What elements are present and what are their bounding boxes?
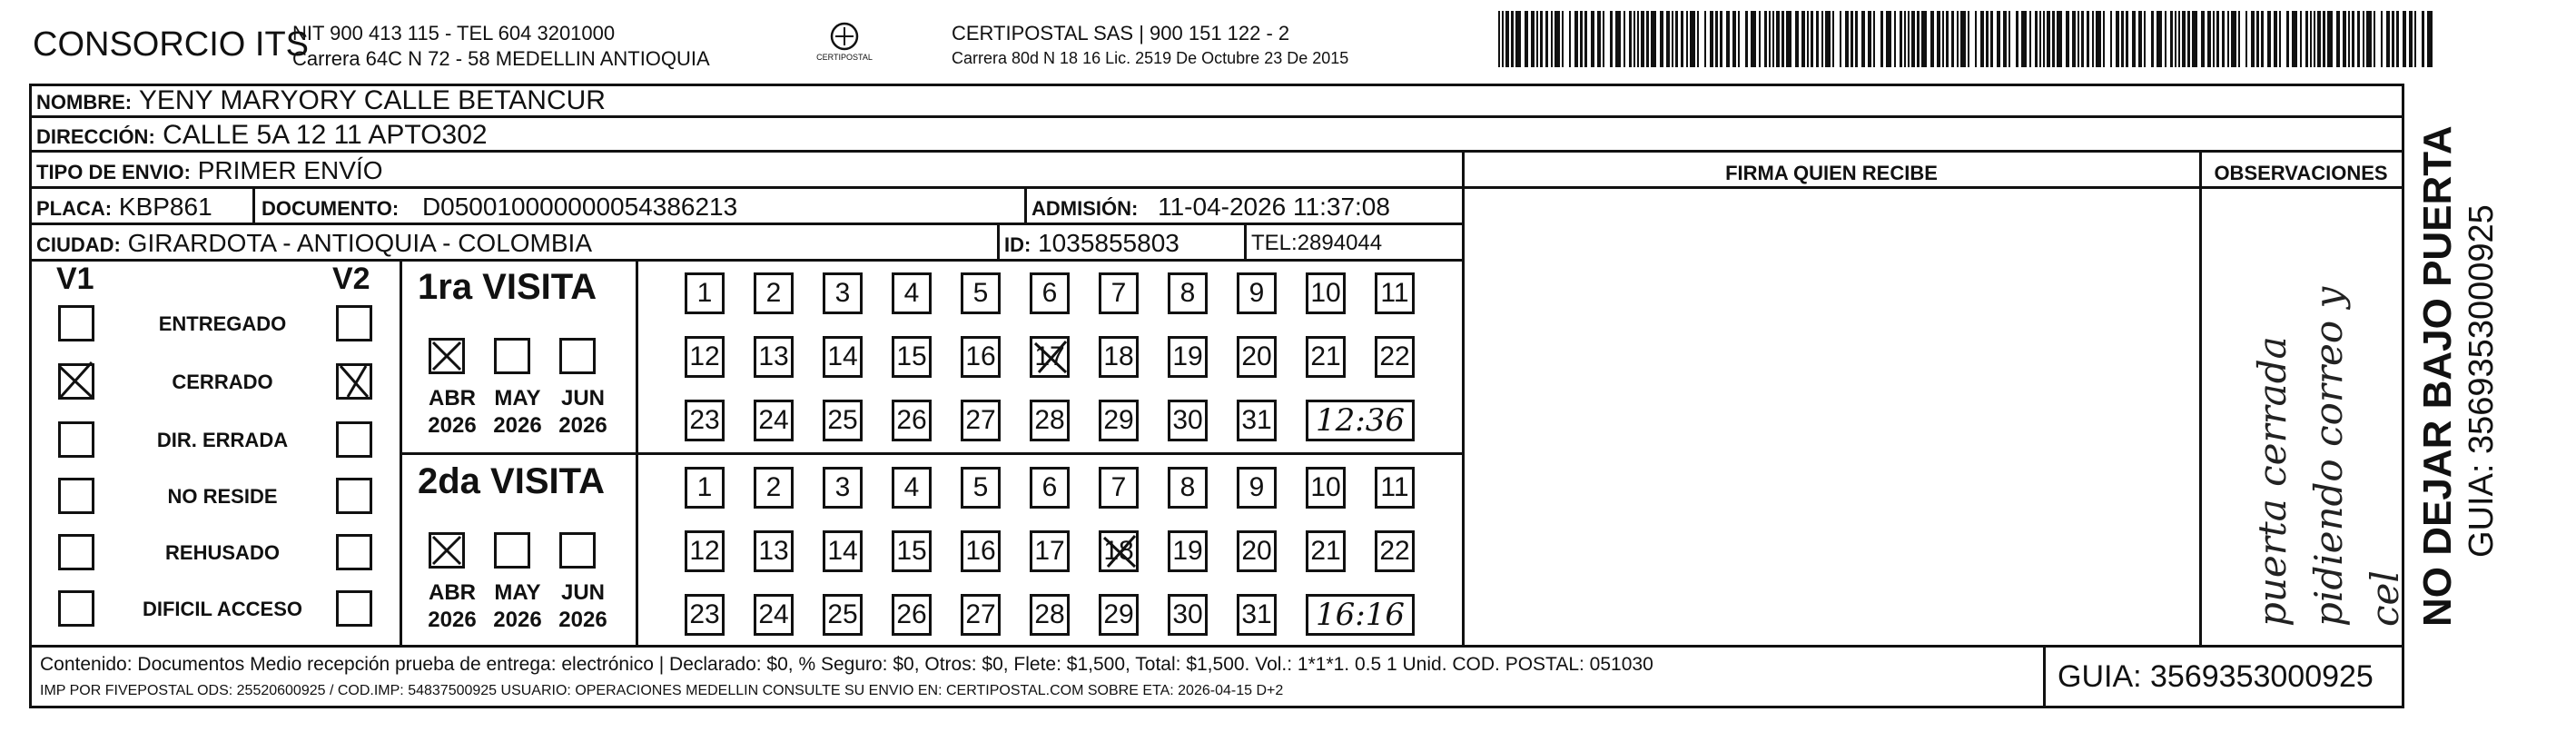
day-box[interactable]: [961, 336, 1001, 378]
id-label: ID:: [1004, 233, 1031, 256]
status-v1-checkbox[interactable]: [58, 534, 94, 570]
day-box[interactable]: [823, 594, 863, 636]
day-number: 14: [827, 536, 858, 566]
day-number: 19: [1172, 536, 1203, 566]
day-number: 29: [1103, 599, 1134, 629]
day-box[interactable]: [1306, 336, 1346, 378]
day-number: 26: [896, 405, 927, 435]
day-number: 10: [1310, 278, 1341, 308]
month-year: 2026: [428, 608, 477, 632]
day-number: 15: [896, 536, 927, 566]
visit-time-box: [1306, 594, 1415, 636]
tel-field: [1251, 231, 1382, 256]
v2-label: V2: [332, 262, 370, 296]
day-box[interactable]: [685, 530, 725, 572]
day-number: 31: [1241, 599, 1272, 629]
day-box[interactable]: [1375, 272, 1415, 314]
day-number: 18: [1103, 341, 1134, 371]
month-label: JUN: [560, 386, 605, 411]
day-box[interactable]: [1030, 530, 1070, 572]
day-number: 6: [1041, 278, 1058, 308]
month-checkbox[interactable]: [429, 338, 465, 374]
placa-label: PLACA:: [36, 197, 113, 220]
month-year: 2026: [558, 413, 607, 438]
day-box[interactable]: [1168, 272, 1208, 314]
status-v2-checkbox[interactable]: [336, 305, 372, 341]
day-number: 10: [1310, 472, 1341, 502]
day-box[interactable]: [961, 467, 1001, 509]
status-v2-checkbox[interactable]: [336, 421, 372, 458]
day-box[interactable]: [685, 272, 725, 314]
day-number: 9: [1249, 472, 1265, 502]
day-box[interactable]: [823, 336, 863, 378]
day-box[interactable]: [754, 336, 794, 378]
day-box[interactable]: [1030, 336, 1070, 378]
ciudad-field: [36, 229, 592, 258]
day-box[interactable]: [1237, 467, 1277, 509]
admision-field: [1031, 193, 1390, 222]
day-box[interactable]: [1168, 400, 1208, 441]
day-box[interactable]: [892, 400, 932, 441]
day-number: 30: [1172, 405, 1203, 435]
day-box[interactable]: [1306, 467, 1346, 509]
certipostal-line1: CERTIPOSTAL SAS | 900 151 122 - 2: [952, 22, 1290, 45]
day-box[interactable]: [685, 400, 725, 441]
day-box[interactable]: [1030, 594, 1070, 636]
day-number: 21: [1310, 341, 1341, 371]
day-box[interactable]: [1168, 530, 1208, 572]
day-number: 23: [689, 599, 720, 629]
day-box[interactable]: [1099, 272, 1139, 314]
day-number: 7: [1110, 472, 1127, 502]
day-box[interactable]: [892, 594, 932, 636]
day-box[interactable]: [754, 594, 794, 636]
status-label: NO RESIDE: [167, 485, 278, 508]
day-box[interactable]: [1099, 400, 1139, 441]
day-box[interactable]: [961, 594, 1001, 636]
day-number: 13: [758, 341, 789, 371]
month-year: 2026: [428, 413, 477, 438]
barcode-bars: [1498, 11, 2433, 67]
placa-field: [36, 193, 212, 222]
day-number: 3: [834, 278, 851, 308]
day-box[interactable]: [961, 530, 1001, 572]
visit-time: 12:36: [1316, 402, 1405, 439]
visit-time-box: [1306, 400, 1415, 441]
check-x-icon: [55, 361, 92, 397]
day-box[interactable]: [685, 467, 725, 509]
check-x-icon: [335, 362, 371, 399]
placa-value: KBP861: [118, 193, 212, 221]
day-box[interactable]: [823, 467, 863, 509]
day-number: 22: [1379, 536, 1410, 566]
day-number: 1: [696, 278, 713, 308]
day-number: 11: [1380, 472, 1409, 502]
address-label: DIRECCIÓN:: [36, 125, 155, 148]
day-box[interactable]: [1237, 336, 1277, 378]
barcode-icon: [1498, 11, 2433, 67]
day-box[interactable]: [1306, 530, 1346, 572]
day-number: 8: [1179, 278, 1196, 308]
day-number: 17: [1034, 341, 1065, 371]
status-v2-checkbox[interactable]: [336, 478, 372, 514]
day-number: 31: [1241, 405, 1272, 435]
day-box[interactable]: [961, 400, 1001, 441]
admision-label: ADMISIÓN:: [1031, 197, 1139, 220]
status-v1-checkbox[interactable]: [58, 590, 94, 627]
day-number: 29: [1103, 405, 1134, 435]
tel-value: 2894044: [1297, 231, 1383, 255]
day-box[interactable]: [1237, 400, 1277, 441]
day-number: 12: [689, 536, 720, 566]
day-number: 9: [1249, 278, 1265, 308]
day-number: 30: [1172, 599, 1203, 629]
day-number: 14: [827, 341, 858, 371]
v1-label: V1: [56, 262, 94, 296]
day-number: 25: [827, 405, 858, 435]
day-number: 21: [1310, 536, 1341, 566]
address-row: [36, 120, 488, 151]
day-number: 3: [834, 472, 851, 502]
status-label: REHUSADO: [165, 541, 280, 564]
month-checkbox[interactable]: [559, 532, 596, 569]
observaciones-text: puerta cerrada pidiendo correo y cel: [2250, 286, 2407, 627]
name-value: YENY MARYORY CALLE BETANCUR: [138, 85, 606, 115]
day-box[interactable]: [1375, 336, 1415, 378]
check-x-icon: [428, 531, 464, 568]
day-box[interactable]: [1168, 594, 1208, 636]
day-number: 20: [1241, 536, 1272, 566]
documento-label: DOCUMENTO:: [262, 197, 400, 220]
side-guia: GUIA: 3569353000925: [2462, 204, 2501, 558]
status-v2-checkbox[interactable]: [336, 590, 372, 627]
id-value: 1035855803: [1038, 229, 1179, 257]
day-number: 7: [1110, 278, 1127, 308]
day-box[interactable]: [1168, 467, 1208, 509]
day-box[interactable]: [1168, 336, 1208, 378]
day-number: 8: [1179, 472, 1196, 502]
day-box[interactable]: [1030, 400, 1070, 441]
status-label: DIFICIL ACCESO: [142, 598, 302, 620]
day-box[interactable]: [892, 336, 932, 378]
day-number: 24: [758, 599, 789, 629]
status-label: ENTREGADO: [158, 312, 287, 335]
day-number: 26: [896, 599, 927, 629]
status-label: CERRADO: [172, 371, 273, 393]
day-number: 16: [965, 536, 996, 566]
status-v2-checkbox[interactable]: [336, 363, 372, 400]
day-number: 20: [1241, 341, 1272, 371]
footer-contenido: Contenido: Documentos Medio recepción prueba de entrega: electrónico | Declarado: $0, % Seguro: $0, Otros: $0, Flete: $1,500, Total: $1,500. Vol.: 1*1*1. 0.5 1 Unid. COD. POSTAL: 051030: [40, 654, 1653, 675]
day-number: 4: [903, 472, 920, 502]
day-number: 28: [1034, 405, 1065, 435]
day-box[interactable]: [823, 272, 863, 314]
status-v1-checkbox[interactable]: [58, 305, 94, 341]
month-year: 2026: [558, 608, 607, 632]
day-number: 15: [896, 341, 927, 371]
day-mark-icon: [1030, 336, 1070, 378]
day-box[interactable]: [892, 530, 932, 572]
company-name: CONSORCIO ITS: [33, 25, 310, 64]
admision-value: 11-04-2026 11:37:08: [1158, 193, 1390, 221]
name-row: [36, 85, 606, 116]
month-checkbox[interactable]: [494, 532, 530, 569]
check-x-icon: [428, 337, 464, 373]
day-number: 25: [827, 599, 858, 629]
visit2-title: 2da VISITA: [418, 461, 605, 501]
status-v1-checkbox[interactable]: [58, 478, 94, 514]
status-v1-checkbox[interactable]: [58, 421, 94, 458]
footer-guia: GUIA: 3569353000925: [2058, 659, 2374, 694]
day-number: 17: [1034, 536, 1065, 566]
month-checkbox[interactable]: [429, 532, 465, 569]
day-box[interactable]: [823, 530, 863, 572]
day-box[interactable]: [1030, 272, 1070, 314]
day-box[interactable]: [754, 467, 794, 509]
firma-label: FIRMA QUIEN RECIBE: [1725, 162, 1938, 184]
day-number: 12: [689, 341, 720, 371]
month-label: JUN: [560, 580, 605, 605]
footer-imp-line: IMP POR FIVEPOSTAL ODS: 25520600925 / COD.IMP: 54837500925 USUARIO: OPERACIONES MEDELLIN CONSULTE SU ENVIO EN: CERTIPOSTAL.COM SOBRE ETA: 2026-04-15 D+2: [40, 683, 1284, 698]
day-box[interactable]: [754, 400, 794, 441]
name-label: NOMBRE:: [36, 91, 133, 114]
ciudad-value: GIRARDOTA - ANTIOQUIA - COLOMBIA: [127, 229, 592, 257]
day-box[interactable]: [1099, 336, 1139, 378]
day-number: 19: [1172, 341, 1203, 371]
day-number: 18: [1103, 536, 1134, 566]
day-box[interactable]: [961, 272, 1001, 314]
day-number: 22: [1379, 341, 1410, 371]
day-box[interactable]: [1237, 530, 1277, 572]
day-box[interactable]: [754, 530, 794, 572]
day-number: 5: [972, 472, 989, 502]
status-v2-checkbox[interactable]: [336, 534, 372, 570]
day-box[interactable]: [1306, 272, 1346, 314]
day-box[interactable]: [1237, 594, 1277, 636]
month-year: 2026: [493, 413, 542, 438]
side-no-dejar: NO DEJAR BAJO PUERTA: [2415, 125, 2460, 627]
day-number: 2: [765, 472, 782, 502]
month-label: ABR: [429, 386, 476, 411]
day-number: 11: [1380, 278, 1409, 308]
month-checkbox[interactable]: [494, 338, 530, 374]
month-label: ABR: [429, 580, 476, 605]
documento-value: D050010000000054386213: [421, 193, 738, 221]
day-box[interactable]: [754, 272, 794, 314]
visit1-title: 1ra VISITA: [418, 267, 597, 307]
day-box[interactable]: [1099, 530, 1139, 572]
visit-time: 16:16: [1316, 597, 1405, 633]
month-checkbox[interactable]: [559, 338, 596, 374]
status-label: DIR. ERRADA: [156, 429, 289, 451]
day-box[interactable]: [1237, 272, 1277, 314]
id-field: [1004, 229, 1179, 258]
day-box[interactable]: [892, 467, 932, 509]
address-value: CALLE 5A 12 11 APTO302: [163, 120, 488, 150]
day-number: 28: [1034, 599, 1065, 629]
status-v1-checkbox[interactable]: [58, 363, 94, 400]
tel-label: TEL:: [1251, 231, 1298, 255]
month-label: MAY: [494, 580, 541, 605]
observaciones-handwriting: [2208, 227, 2407, 636]
day-number: 23: [689, 405, 720, 435]
day-number: 16: [965, 341, 996, 371]
month-year: 2026: [493, 608, 542, 632]
day-box[interactable]: [685, 594, 725, 636]
day-box[interactable]: [892, 272, 932, 314]
month-label: MAY: [494, 386, 541, 411]
day-box[interactable]: [685, 336, 725, 378]
certipostal-logo: [808, 20, 881, 67]
day-box[interactable]: [823, 400, 863, 441]
documento-field: [262, 193, 737, 222]
day-number: 24: [758, 405, 789, 435]
day-number: 4: [903, 278, 920, 308]
day-box[interactable]: [1099, 594, 1139, 636]
day-box[interactable]: [1375, 530, 1415, 572]
day-box[interactable]: [1375, 467, 1415, 509]
day-number: 6: [1041, 472, 1058, 502]
day-box[interactable]: [1030, 467, 1070, 509]
envio-label: TIPO DE ENVIO:: [36, 161, 191, 183]
ciudad-label: CIUDAD:: [36, 233, 121, 256]
day-number: 27: [965, 405, 996, 435]
day-number: 1: [696, 472, 713, 502]
day-number: 27: [965, 599, 996, 629]
day-box[interactable]: [1099, 467, 1139, 509]
day-number: 5: [972, 278, 989, 308]
day-number: 13: [758, 536, 789, 566]
certipostal-line2: Carrera 80d N 18 16 Lic. 2519 De Octubre 23 De 2015: [952, 49, 1349, 67]
company-nit: NIT 900 413 115 - TEL 604 3201000: [292, 22, 616, 45]
company-address: Carrera 64C N 72 - 58 MEDELLIN ANTIOQUIA: [292, 47, 710, 70]
day-mark-icon: [1099, 530, 1139, 572]
day-number: 2: [765, 278, 782, 308]
observaciones-label: OBSERVACIONES: [2214, 162, 2388, 184]
certipostal-logo-text: CERTIPOSTAL: [816, 53, 873, 62]
envio-row: [36, 156, 383, 185]
envio-value: PRIMER ENVÍO: [197, 156, 383, 184]
